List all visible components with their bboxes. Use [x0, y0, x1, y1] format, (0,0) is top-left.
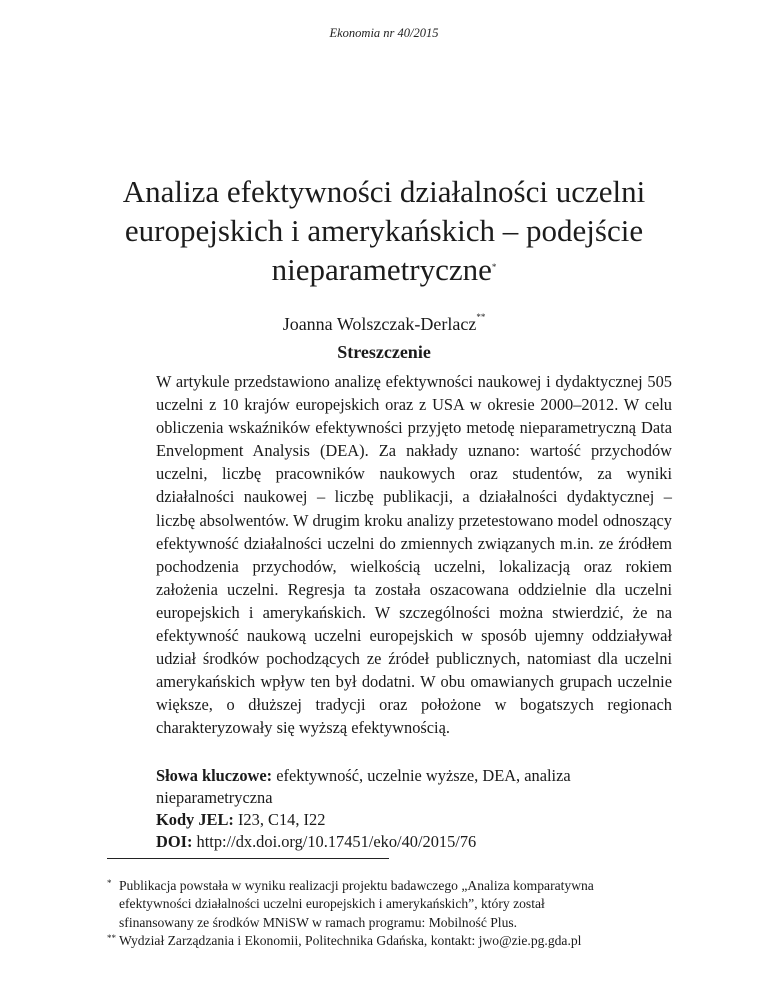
footnote-1 — [107, 877, 717, 932]
doi-link[interactable]: http://dx.doi.org/10.17451/eko/40/2015/76 — [192, 832, 477, 851]
footnote-2-line-1: Wydział Zarządzania i Ekonomii, Politechnika Gdańska, kontakt: jwo@zie.pg.gda.pl — [119, 933, 582, 949]
author — [0, 314, 768, 335]
footnote-1-line-2: efektywności działalności uczelni europejskich i amerykańskich”, który został — [119, 896, 545, 912]
doi — [156, 831, 676, 853]
keywords — [156, 765, 676, 809]
jel-codes — [156, 809, 676, 831]
author-name: Joanna Wolszczak-Derlacz — [282, 314, 477, 334]
title-line-1: Analiza efektywności działalności uczelni — [122, 174, 646, 209]
footnotes — [107, 877, 717, 951]
title-line-3: nieparametryczne — [271, 252, 492, 287]
keywords-value-line-2: nieparametryczna — [156, 788, 273, 807]
title-footnote-mark[interactable]: * — [491, 262, 497, 272]
jel-label: Kody JEL: — [156, 810, 234, 829]
doi-label: DOI: — [156, 832, 193, 851]
footnote-divider — [107, 858, 389, 859]
author-footnote-mark[interactable]: ** — [476, 312, 486, 322]
keywords-value-line-1: efektywność, uczelnie wyższe, DEA, analiza — [272, 766, 571, 785]
jel-value: I23, C14, I22 — [233, 810, 326, 829]
article-title — [100, 172, 668, 289]
running-head: Ekonomia nr 40/2015 — [329, 26, 439, 40]
abstract-heading: Streszczenie — [337, 342, 431, 362]
footnote-1-mark: * — [107, 878, 112, 888]
footnote-2-mark: ** — [107, 933, 116, 944]
footnote-2 — [107, 932, 717, 950]
footnote-1-line-1: Publikacja powstała w wyniku realizacji projektu badawczego „Analiza komparatywna — [119, 878, 594, 893]
title-line-2: europejskich i amerykańskich – podejście — [124, 213, 644, 248]
article-metadata — [156, 765, 676, 853]
keywords-label: Słowa kluczowe: — [156, 766, 273, 785]
abstract-text: W artykule przedstawiono analizę efektywności naukowej i dydaktycznej 505 uczelni z 10 krajów europejskich oraz z USA w okresie 2000–2012. W celu obliczenia wskaźników efektywności przyjęto metodę nieparametryczną Data Envelopment Analysis (DEA). Za nakłady uznano: wartość przychodów uczelni, liczbę pracowników naukowych oraz studentów, za wyniki działalności naukowej – liczbę publikacji, a działalności dydaktycznej – liczbę absolwentów. W drugim kroku analizy przetestowano model odnoszący efektywność działalności uczelni do zmiennych związanych m.in. ze źródłem pochodzenia przychodów, wielkością uczelni, lokalizacją oraz rokiem założenia uczelni. Regresja ta została oszacowana oddzielnie dla uczelni europejskich i amerykańskich. W szczególności można stwierdzić, że na efektywność naukową uczelni europejskich w sposób ujemny oddziaływał udział środków pochodzących ze źródeł publicznych, natomiast dla uczelni amerykańskich wpływ ten był dodatni. W obu omawianych grupach uczelnie większe, o dłuższej tradycji oraz położone w bogatszych regionach charakteryzowały się wyższą efektywnością. — [156, 372, 672, 738]
footnote-1-line-3: sfinansowany ze środków MNiSW w ramach programu: Mobilność Plus. — [119, 914, 518, 930]
